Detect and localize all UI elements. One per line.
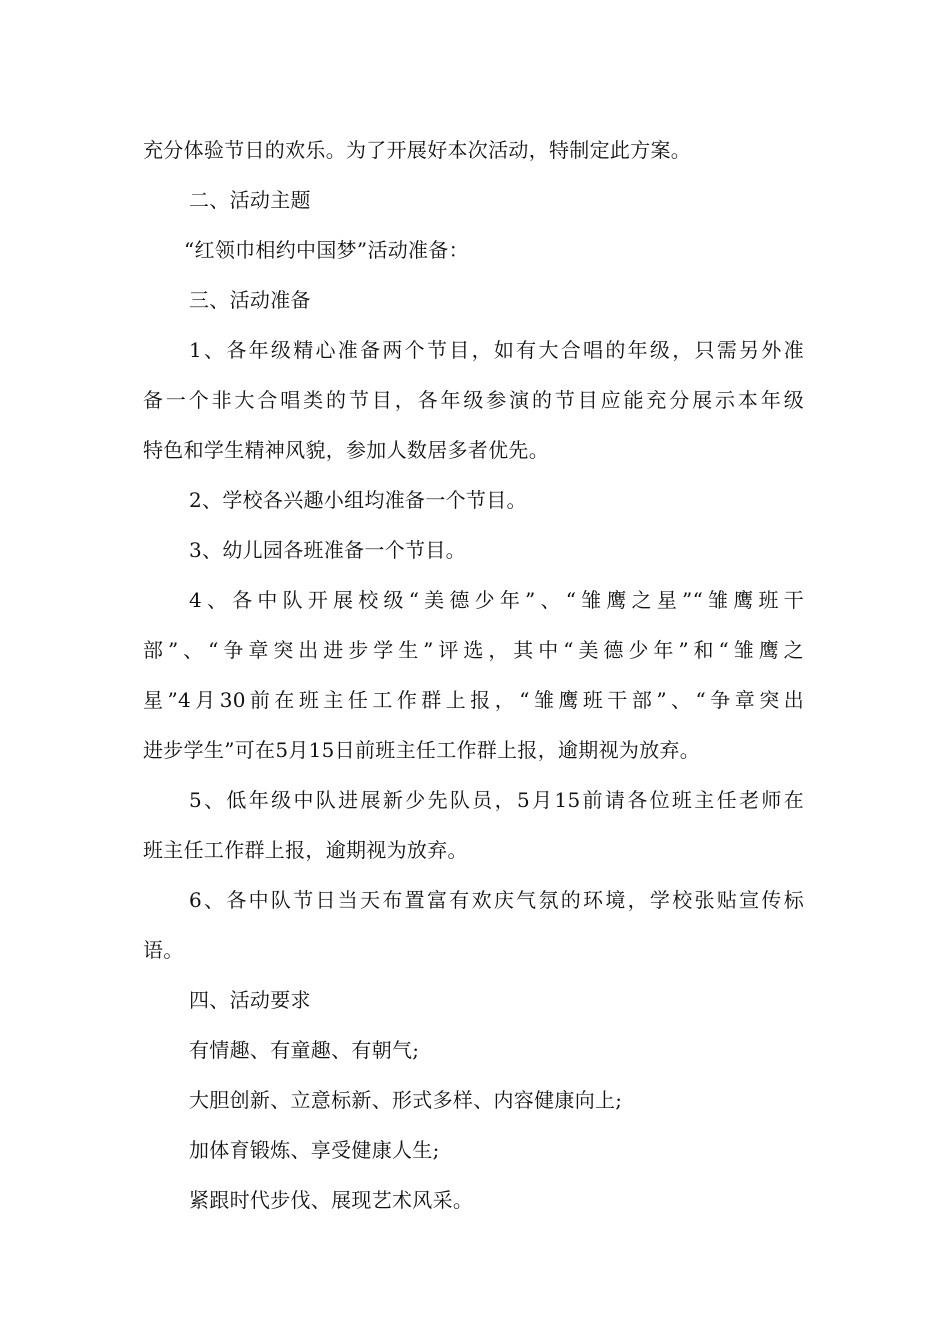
prep-item-5-line-2: 班主任工作群上报，逾期视为放弃。: [143, 838, 468, 862]
prep-item-4-line-2: 部”、“争章突出进步学生”评选，其中“美德少年”和“雏鹰之: [143, 638, 804, 662]
section-heading-theme: 二、活动主题: [189, 188, 311, 212]
prep-item-4-line-4: 进步学生”可在5月15日前班主任工作群上报，逾期视为放弃。: [143, 738, 701, 762]
prep-item-1-line-1: 1、各年级精心准备两个节目，如有大合唱的年级，只需另外准: [189, 338, 804, 362]
prep-item-6-line-2: 语。: [143, 938, 184, 962]
theme-text: “红领巾相约中国梦”活动准备：: [184, 238, 469, 262]
prep-item-2: 2、学校各兴趣小组均准备一个节目。: [189, 488, 527, 512]
section-heading-preparation: 三、活动准备: [189, 288, 311, 312]
requirement-3: 加体育锻炼、享受健康人生;: [189, 1138, 440, 1162]
requirement-2: 大胆创新、立意标新、形式多样、内容健康向上;: [189, 1088, 623, 1112]
section-heading-requirements: 四、活动要求: [189, 988, 311, 1012]
requirement-1: 有情趣、有童趣、有朝气;: [189, 1038, 420, 1062]
prep-item-4-line-3: 星”4月30前在班主任工作群上报，“雏鹰班干部”、“争章突出: [143, 688, 804, 712]
requirement-4: 紧跟时代步伐、展现艺术风采。: [189, 1188, 474, 1212]
text-line-1: 充分体验节日的欢乐。为了开展好本次活动，特制定此方案。: [143, 138, 692, 162]
prep-item-1-line-2: 备一个非大合唱类的节目，各年级参演的节目应能充分展示本年级: [143, 388, 804, 412]
prep-item-4-line-1: 4、各中队开展校级“美德少年”、“雏鹰之星”“雏鹰班干: [189, 588, 804, 612]
prep-item-1-line-3: 特色和学生精神风貌，参加人数居多者优先。: [143, 438, 549, 462]
prep-item-6-line-1: 6、各中队节日当天布置富有欢庆气氛的环境，学校张贴宣传标: [189, 888, 804, 912]
prep-item-5-line-1: 5、低年级中队进展新少先队员，5月15前请各位班主任老师在: [189, 788, 804, 812]
prep-item-3: 3、幼儿园各班准备一个节目。: [189, 538, 466, 562]
